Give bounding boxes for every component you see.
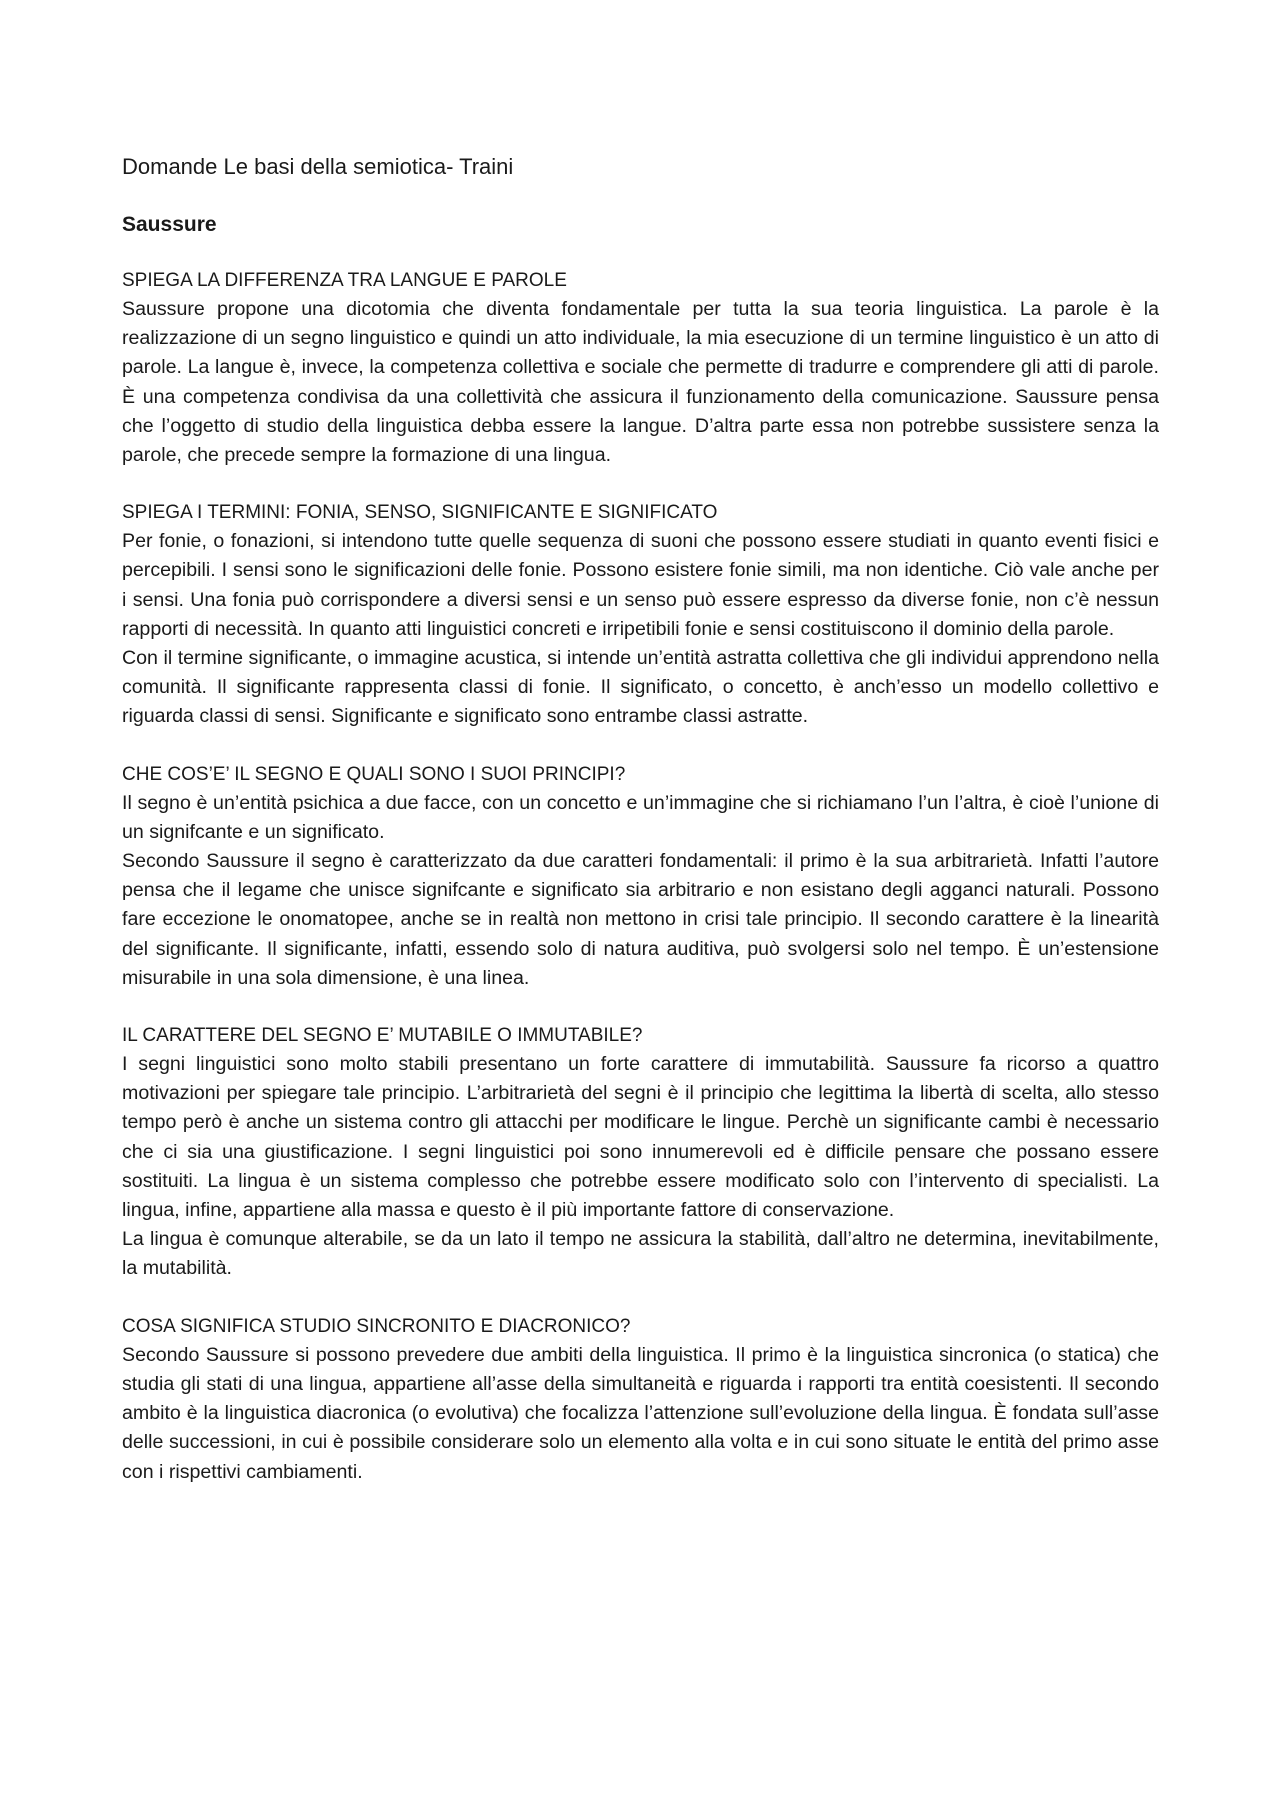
answer-paragraph: Con il termine significante, o immagine acustica, si intende un’entità astratta collettiva che gli individui apprendono nella comunità. Il significante rappresenta classi di fonie. Il significato, o concetto, è anch’esso un modello collettivo e riguarda classi di sensi. Significante e significato sono entrambe classi astratte. xyxy=(122,647,1159,728)
qa-block xyxy=(122,266,1159,470)
answer-paragraph: Il segno è un’entità psichica a due facce, con un concetto e un’immagine che si richiamano l’un l’altra, è cioè l’unione di un signifcante e un significato. xyxy=(122,791,1159,843)
question-heading: SPIEGA I TERMINI: FONIA, SENSO, SIGNIFICANTE E SIGNIFICATO xyxy=(122,502,718,524)
qa-block xyxy=(122,498,1159,731)
answer-paragraph: Secondo Saussure si possono prevedere due ambiti della linguistica. Il primo è la linguistica sincronica (o statica) che studia gli stati di una lingua, appartiene all’asse della simultaneità e riguarda i rapporti tra entità coesistenti. Il secondo ambito è la linguistica diacronica (o evolutiva) che focalizza l’attenzione sull’evoluzione della lingua. È fondata sull’asse delle successioni, in cui è possibile considerare solo un elemento alla volta e in cui sono situate le entità del primo asse con i rispettivi cambiamenti. xyxy=(122,1343,1159,1483)
answer-paragraph: Secondo Saussure il segno è caratterizzato da due caratteri fondamentali: il primo è la sua arbitrarietà. Infatti l’autore pensa che il legame che unisce signifcante e significato sia arbitrario e non esistano degli agganci naturali. Possono fare eccezione le onomatopee, anche se in realtà non mettono in crisi tale principio. Il secondo carattere è la linearità del significante. Il significante, infatti, essendo solo di natura auditiva, può svolgersi solo nel tempo. È un’estensione misurabile in una sola dimensione, è una linea. xyxy=(122,850,1159,989)
document-page xyxy=(122,152,1159,1515)
section-title: Saussure xyxy=(122,213,217,236)
answer-paragraph: La lingua è comunque alterabile, se da un lato il tempo ne assicura la stabilità, dall’altro ne determina, inevitabilmente, la mutabilità. xyxy=(122,1228,1159,1280)
question-heading: SPIEGA LA DIFFERENZA TRA LANGUE E PAROLE xyxy=(122,270,567,291)
qa-block xyxy=(122,1021,1159,1284)
answer-paragraph: I segni linguistici sono molto stabili presentano un forte carattere di immutabilità. Saussure fa ricorso a quattro motivazioni per spiegare tale principio. L’arbitrarietà del segni è il principio che legittima la libertà di scelta, allo stesso tempo però è anche un sistema contro gli attacchi per modificare le lingue. Perchè un significante cambi è necessario che ci sia una giustificazione. I segni linguistici poi sono innumerevoli ed è difficile pensare che possano essere sostituiti. La lingua è un sistema complesso che potrebbe essere modificato solo con l’intervento di specialisti. La lingua, infine, appartiene alla massa e questo è il più importante fattore di conservazione. xyxy=(122,1053,1159,1222)
question-heading: IL CARATTERE DEL SEGNO E’ MUTABILE O IMMUTABILE? xyxy=(122,1025,643,1047)
question-heading: COSA SIGNIFICA STUDIO SINCRONITO E DIACRONICO? xyxy=(122,1315,631,1337)
answer-paragraph: Per fonie, o fonazioni, si intendono tutte quelle sequenza di suoni che possono essere studiati in quanto eventi fisici e percepibili. I sensi sono le significazioni delle fonie. Possono esistere fonie simili, ma non identiche. Ciò vale anche per i sensi. Una fonia può corrispondere a diversi sensi e un senso può essere espresso da diverse fonie, non c’è nessun rapporti di necessità. In quanto atti linguistici concreti e irripetibili fonie e sensi costituiscono il dominio della parole. xyxy=(122,530,1159,640)
qa-block xyxy=(122,760,1159,993)
document-title: Domande Le basi della semiotica- Traini xyxy=(122,154,514,179)
qa-block xyxy=(122,1312,1159,1487)
question-heading: CHE COS’E’ IL SEGNO E QUALI SONO I SUOI PRINCIPI? xyxy=(122,763,626,785)
answer-paragraph: Saussure propone una dicotomia che diventa fondamentale per tutta la sua teoria linguistica. La parole è la realizzazione di un segno linguistico e quindi un atto individuale, la mia esecuzione di un termine linguistico è un atto di parole. La langue è, invece, la competenza collettiva e sociale che permette di tradurre e comprendere gli atti di parole. È una competenza condivisa da una collettività che assicura il funzionamento della comunicazione. Saussure pensa che l’oggetto di studio della linguistica debba essere la langue. D’altra parte essa non potrebbe sussistere senza la parole, che precede sempre la formazione di una lingua. xyxy=(122,298,1159,467)
